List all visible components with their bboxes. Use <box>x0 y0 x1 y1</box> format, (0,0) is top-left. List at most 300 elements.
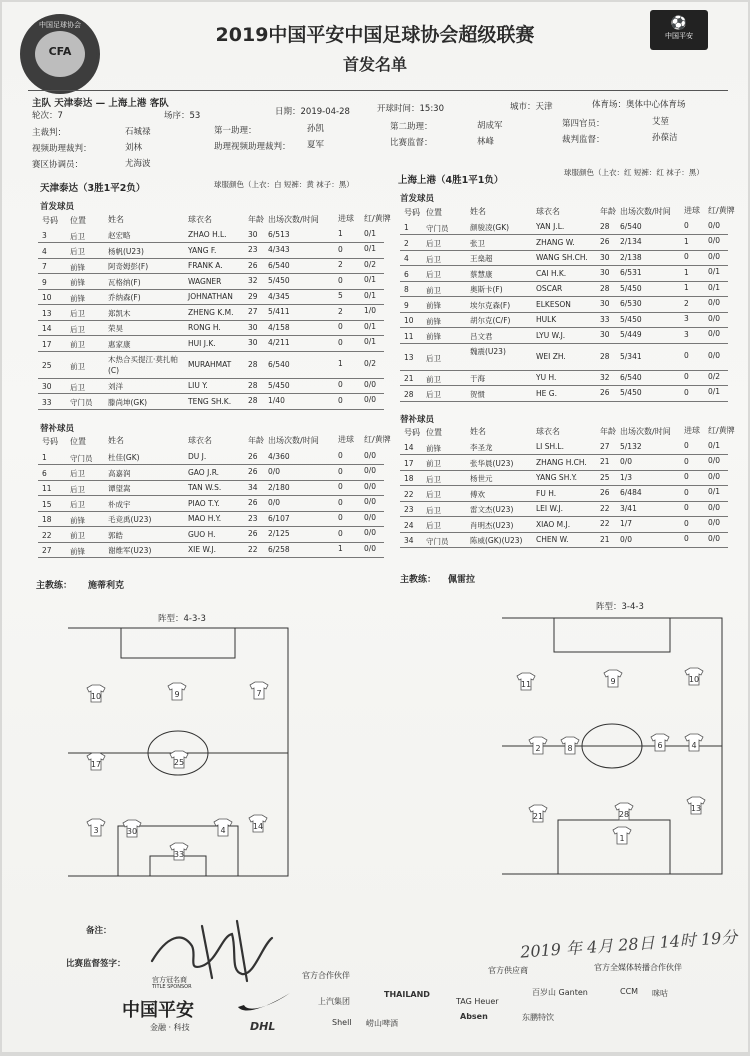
ping-an-logo: 中国平安 <box>122 1000 194 1021</box>
table-cell: 26 <box>600 488 610 498</box>
table-row-rule <box>400 385 728 386</box>
table-cell: 21 <box>600 457 610 467</box>
table-cell: 3/41 <box>620 503 637 513</box>
table-row-rule <box>38 526 384 527</box>
column-header: 号码 <box>404 428 420 437</box>
table-cell: 胡尔克(C/F) <box>470 316 511 326</box>
table-cell: 0/0 <box>364 450 377 460</box>
table-cell: 17 <box>404 458 414 468</box>
away-team-title: 上海上港（4胜1平1负） <box>398 175 504 186</box>
coordinator-name: 尤海波 <box>125 159 151 169</box>
player-shirt-icon <box>651 734 669 751</box>
table-cell: 后卫 <box>426 353 441 363</box>
table-cell: 0/1 <box>708 387 721 397</box>
table-cell: 0/0 <box>708 350 721 360</box>
table-cell: 守门员 <box>70 398 93 408</box>
table-cell: YANG F. <box>188 245 217 255</box>
column-header: 球衣名 <box>536 207 560 217</box>
table-cell: 张华晨(U23) <box>470 458 514 468</box>
table-cell: 0 <box>684 252 689 262</box>
player-shirt-icon <box>214 819 232 836</box>
away-coach-label: 主教练： <box>400 575 437 585</box>
table-row-rule <box>400 343 728 344</box>
page-subtitle: 首发名单 <box>342 55 407 74</box>
table-cell: 后卫 <box>426 521 441 531</box>
saic-logo: 上汽集团 <box>318 997 350 1006</box>
home-starting-label: 首发球员 <box>40 202 75 212</box>
table-cell: 0/0 <box>708 456 721 466</box>
table-cell: 后卫 <box>70 309 85 319</box>
table-cell: 乔纳森(F) <box>108 293 141 303</box>
avar-name: 夏军 <box>307 140 325 150</box>
table-cell: YU H. <box>536 373 557 383</box>
player-shirt-icon <box>87 819 105 836</box>
column-header: 位置 <box>426 207 442 217</box>
table-cell: 1 <box>338 544 343 554</box>
column-header: 位置 <box>70 215 86 225</box>
table-cell: 3 <box>684 329 689 339</box>
player-shirt-number: 7 <box>256 689 262 698</box>
table-cell: 4/211 <box>268 338 290 347</box>
table-cell: 0/0 <box>364 528 377 538</box>
coordinator-label: 赛区协调员： <box>32 160 84 170</box>
table-cell: 6/484 <box>620 488 642 497</box>
table-cell: 14 <box>404 443 414 452</box>
table-cell: WANG SH.CH. <box>536 253 588 263</box>
player-shirt-icon <box>615 803 633 820</box>
table-row-rule <box>400 281 728 282</box>
table-cell: 26 <box>248 529 258 539</box>
table-cell: 前锋 <box>70 262 85 272</box>
table-cell: 前锋 <box>426 301 441 311</box>
table-cell: WEI ZH. <box>536 352 566 362</box>
table-cell: 6 <box>404 269 409 279</box>
table-cell: 1/3 <box>620 472 633 482</box>
table-cell: 33 <box>42 397 52 407</box>
table-cell: 28 <box>600 351 610 361</box>
table-cell: 傅欢 <box>470 489 485 499</box>
title-sponsor-label: 官方冠名商 <box>152 976 187 984</box>
home-pitch-top-box <box>121 628 235 658</box>
home-team-title: 天津泰达（3胜1平2负） <box>40 183 146 194</box>
table-cell: 22 <box>248 544 258 554</box>
table-cell: 30 <box>248 229 258 239</box>
table-cell: 5/411 <box>268 307 290 316</box>
table-cell: ZHENG K.M. <box>188 307 234 317</box>
table-cell: 5/450 <box>268 380 290 390</box>
round-label: 轮次：7 <box>32 111 63 121</box>
table-cell: 守门员 <box>426 223 449 233</box>
table-cell: 22 <box>404 489 414 499</box>
table-cell: 30 <box>248 338 258 348</box>
table-cell: WAGNER <box>188 276 222 286</box>
table-cell: 2 <box>338 260 343 270</box>
column-header: 位置 <box>70 436 86 446</box>
table-cell: 30 <box>600 330 610 340</box>
cfa-logo-text: CFA <box>48 45 72 58</box>
table-cell: 9 <box>42 277 47 287</box>
table-cell: 前卫 <box>426 285 441 295</box>
table-cell: 2/138 <box>620 252 642 262</box>
table-cell: 后卫 <box>70 231 85 241</box>
table-cell: 3 <box>42 231 47 240</box>
column-header: 年龄 <box>248 435 264 445</box>
table-cell: 0/0 <box>364 497 377 507</box>
away-pitch-top-box <box>554 618 670 652</box>
fourth-official-label: 第四官员： <box>562 119 605 129</box>
table-cell: 4/345 <box>268 291 290 301</box>
column-header: 号码 <box>42 437 58 446</box>
table-cell: 1 <box>338 229 343 239</box>
table-cell: 3 <box>684 314 689 324</box>
table-cell: 雷文杰(U23) <box>470 505 514 515</box>
table-cell: 0/0 <box>708 251 721 261</box>
table-cell: 32 <box>248 276 258 286</box>
table-cell: 2 <box>684 298 689 308</box>
table-row-rule <box>38 335 384 336</box>
table-cell: 5 <box>338 291 343 301</box>
table-row-rule <box>400 250 728 251</box>
table-cell: ZHANG W. <box>536 237 575 247</box>
table-cell: 0/0 <box>708 502 721 512</box>
table-cell: 前卫 <box>70 340 85 350</box>
table-cell: 0/1 <box>364 321 377 331</box>
column-header: 红/黄牌 <box>708 205 735 215</box>
ar1-name: 孙凯 <box>307 124 325 134</box>
table-cell: 0/0 <box>708 298 721 308</box>
migu-logo: 咪咕 <box>652 989 668 998</box>
table-cell: 32 <box>600 372 610 382</box>
table-cell: 前锋 <box>426 316 441 326</box>
match-sheet <box>2 2 748 1052</box>
table-row-rule <box>400 485 728 486</box>
thailand-logo: THAILAND <box>384 990 430 999</box>
table-cell: 前卫 <box>70 531 85 541</box>
table-cell: 0 <box>684 472 689 482</box>
player-shirt-icon <box>87 685 105 702</box>
column-header: 球衣名 <box>188 436 212 446</box>
var-label: 视频助理裁判： <box>32 144 92 154</box>
table-cell: HULK <box>536 315 557 325</box>
column-header: 球衣名 <box>188 215 212 225</box>
column-header: 号码 <box>42 216 58 225</box>
table-cell: 28 <box>600 283 610 293</box>
table-cell: 0 <box>684 518 689 528</box>
table-cell: 0/0 <box>708 533 721 543</box>
table-cell: 前锋 <box>70 515 85 525</box>
table-cell: 5/450 <box>268 276 290 285</box>
table-row-rule <box>38 273 384 274</box>
column-header: 进球 <box>338 214 354 224</box>
away-starting-label: 首发球员 <box>400 194 435 204</box>
player-shirt-number: 10 <box>90 692 102 701</box>
table-row-rule <box>400 516 728 517</box>
table-cell: 蔡慧康 <box>470 269 493 279</box>
table-cell: ELKESON <box>536 299 571 309</box>
table-cell: 颜骏凌(GK) <box>470 223 510 233</box>
fourth-official-name: 艾堃 <box>652 117 670 127</box>
table-cell: 2/180 <box>268 482 290 492</box>
table-cell: 28 <box>248 359 258 369</box>
table-cell: 0/2 <box>708 371 721 381</box>
player-shirt-icon <box>685 668 703 685</box>
table-cell: 1 <box>684 283 689 293</box>
table-cell: 后卫 <box>426 490 441 500</box>
table-row-rule <box>38 351 384 352</box>
table-cell: 1 <box>684 267 689 277</box>
home-coach-name: 施蒂利克 <box>88 581 125 591</box>
player-shirt-number: 4 <box>220 826 226 835</box>
table-cell: 27 <box>600 441 610 451</box>
table-cell: FU H. <box>536 488 557 498</box>
table-cell: 前卫 <box>70 361 85 371</box>
table-cell: 0/2 <box>364 259 377 269</box>
table-cell: HUI J.K. <box>188 338 216 348</box>
table-cell: 木热合买提江·莫扎帕(C) <box>108 355 178 376</box>
table-cell: 前锋 <box>70 293 85 303</box>
table-cell: 28 <box>404 389 414 399</box>
table-cell: 30 <box>248 322 258 332</box>
table-cell: 0/0 <box>708 518 721 528</box>
table-row-rule <box>400 401 728 402</box>
table-cell: 0/0 <box>708 220 721 230</box>
table-row-rule <box>400 454 728 455</box>
table-cell: 5/450 <box>620 283 642 293</box>
away-pitch <box>500 616 724 876</box>
table-cell: 谭望嵩 <box>108 484 131 494</box>
table-cell: 0/1 <box>708 267 721 277</box>
table-cell: 30 <box>600 268 610 278</box>
table-cell: 34 <box>248 482 258 492</box>
table-cell: 26 <box>248 260 258 270</box>
table-cell: 0/1 <box>364 244 377 254</box>
table-row-rule <box>38 378 384 379</box>
table-cell: 贺惯 <box>470 389 485 399</box>
table-cell: 6/531 <box>620 268 642 277</box>
table-cell: 23 <box>248 513 258 523</box>
ping-an-tagline: 金融 · 科技 <box>150 1023 190 1032</box>
remark-label: 备注： <box>86 926 112 936</box>
table-cell: 6/258 <box>268 544 290 554</box>
table-cell: 18 <box>404 474 414 483</box>
column-header: 进球 <box>684 206 700 216</box>
player-shirt-icon <box>123 820 141 837</box>
table-cell: 25 <box>600 472 610 482</box>
table-cell: FRANK A. <box>188 261 223 271</box>
home-kit-colors: 球服颜色（上衣：白 短裤：黄 袜子：黑） <box>214 180 354 189</box>
table-cell: 吕文君 <box>470 331 493 341</box>
player-shirt-icon <box>250 682 268 699</box>
table-cell: 王燊超 <box>470 254 493 264</box>
table-cell: 谢维军(U23) <box>108 546 152 556</box>
table-cell: 26 <box>248 451 258 461</box>
away-pitch-penalty-box <box>558 820 670 874</box>
table-cell: 27 <box>248 307 258 317</box>
table-row-rule <box>400 296 728 297</box>
table-cell: 瓦格纳(F) <box>108 277 141 287</box>
home-formation: 阵型：4-3-3 <box>158 614 206 624</box>
table-cell: 6/540 <box>620 372 642 382</box>
table-cell: 28 <box>248 396 258 406</box>
ganten-logo: 百岁山 Ganten <box>532 988 588 997</box>
table-cell: 守门员 <box>70 453 93 463</box>
table-cell: 埃尔克森(F) <box>470 300 511 310</box>
table-cell: 22 <box>600 519 610 529</box>
table-cell: 0 <box>338 513 343 523</box>
player-shirt-icon <box>604 670 622 687</box>
column-header: 年龄 <box>248 214 264 224</box>
column-header: 姓名 <box>470 427 486 437</box>
column-header: 出场次数/时间 <box>620 426 671 436</box>
column-header: 进球 <box>338 435 354 445</box>
ar2-name: 胡成军 <box>477 121 503 131</box>
table-cell: 25 <box>42 361 52 370</box>
column-header: 号码 <box>404 208 420 217</box>
table-cell: PIAO T.Y. <box>188 498 220 508</box>
partners-label: 官方合作伙伴 <box>302 971 350 980</box>
table-cell: 前卫 <box>426 374 441 384</box>
table-cell: 后卫 <box>70 469 85 479</box>
table-cell: MAO H.Y. <box>188 514 222 524</box>
table-cell: 2/134 <box>620 237 642 246</box>
table-cell: 1/0 <box>364 306 377 316</box>
player-shirt-number: 1 <box>619 834 625 843</box>
player-shirt-icon <box>168 683 186 700</box>
player-shirt-icon <box>170 751 188 768</box>
table-cell: 5/449 <box>620 330 642 339</box>
table-cell: 22 <box>42 530 52 540</box>
table-cell: 2 <box>404 238 409 248</box>
table-cell: 0 <box>338 244 343 254</box>
column-header: 姓名 <box>470 207 486 217</box>
player-shirt-icon <box>613 827 631 844</box>
table-cell: GUO H. <box>188 529 216 539</box>
column-header: 出场次数/时间 <box>620 206 671 216</box>
tag-heuer-logo: TAG Heuer <box>456 997 499 1006</box>
table-cell: 0 <box>684 441 689 451</box>
table-cell: 杜佳(GK) <box>108 453 140 463</box>
table-cell: TENG SH.K. <box>188 396 232 406</box>
table-cell: 于海 <box>470 374 485 384</box>
table-cell: 23 <box>248 245 258 255</box>
ccm-logo: CCM <box>620 987 639 996</box>
table-cell: MURAHMAT <box>188 360 232 370</box>
table-cell: LEI W.J. <box>536 504 564 514</box>
table-cell: 28 <box>248 380 258 390</box>
player-shirt-number: 14 <box>252 822 264 831</box>
table-cell: RONG H. <box>188 323 221 333</box>
table-cell: 0/1 <box>708 487 721 497</box>
table-row-rule <box>400 547 728 548</box>
table-cell: 0/1 <box>708 282 721 292</box>
table-cell: 13 <box>42 308 52 318</box>
table-cell: ZHANG H.CH. <box>536 457 587 467</box>
table-cell: 7 <box>42 262 47 271</box>
table-cell: 后卫 <box>426 505 441 515</box>
table-cell: 5/450 <box>620 314 642 324</box>
player-shirt-number: 9 <box>610 677 616 686</box>
player-shirt-icon <box>529 805 547 822</box>
table-cell: 0 <box>338 466 343 476</box>
table-cell: HE G. <box>536 388 557 398</box>
table-row-rule <box>400 265 728 266</box>
table-cell: 后卫 <box>426 254 441 264</box>
table-row-rule <box>38 393 384 394</box>
table-cell: 0 <box>338 451 343 461</box>
column-header: 年龄 <box>600 206 616 216</box>
table-cell: 26 <box>600 388 610 398</box>
away-formation: 阵型：3-4-3 <box>596 602 644 612</box>
table-cell: 0/1 <box>364 290 377 300</box>
table-cell: 4 <box>42 246 47 256</box>
table-cell: 0/0 <box>364 512 377 522</box>
table-cell: 0/0 <box>708 471 721 481</box>
table-cell: 13 <box>404 353 414 362</box>
player-shirt-number: 30 <box>126 827 138 836</box>
shell-logo: Shell <box>332 1018 352 1027</box>
player-shirt-icon <box>685 734 703 751</box>
player-shirt-number: 3 <box>93 826 99 835</box>
home-subs-label: 替补球员 <box>40 424 75 434</box>
player-shirt-number: 8 <box>567 744 573 753</box>
table-cell: 17 <box>42 339 52 349</box>
match-number-label: 场序：53 <box>164 111 201 121</box>
player-shirt-number: 9 <box>174 690 180 699</box>
column-header: 出场次数/时间 <box>268 214 319 224</box>
supervisor-name: 林峰 <box>477 137 495 147</box>
table-row-rule <box>38 495 384 496</box>
table-cell: 26 <box>248 498 258 508</box>
table-cell: 0/0 <box>364 379 377 389</box>
table-row-rule <box>400 312 728 313</box>
table-row-rule <box>400 501 728 502</box>
player-shirt-icon <box>517 673 535 690</box>
table-cell: 5/341 <box>620 351 642 361</box>
table-cell: OSCAR <box>536 284 563 294</box>
table-cell: CAI H.K. <box>536 268 567 278</box>
table-cell: 郭皓 <box>108 530 123 540</box>
table-cell: 26 <box>248 467 258 477</box>
ar1-label: 第一助理： <box>214 126 257 136</box>
city-label: 城市：天津 <box>510 102 553 112</box>
kickoff-label: 开球时间：15:30 <box>377 104 444 114</box>
table-row-rule <box>400 470 728 471</box>
column-header: 红/黄牌 <box>364 213 391 223</box>
table-cell: 郑凯木 <box>108 308 131 318</box>
player-shirt-number: 28 <box>618 810 630 819</box>
table-cell: 34 <box>404 536 414 545</box>
table-cell: 0/1 <box>364 228 377 238</box>
avar-label: 助理视频助理裁判： <box>214 142 291 152</box>
table-cell: 30 <box>42 382 52 391</box>
table-cell: 6/530 <box>620 299 642 308</box>
table-cell: 惠家康 <box>108 339 131 349</box>
table-cell: 0 <box>684 456 689 466</box>
table-cell: 6/540 <box>268 359 290 369</box>
player-shirt-number: 33 <box>173 850 185 859</box>
table-cell: JOHNATHAN <box>188 292 233 302</box>
table-cell: 26 <box>600 237 610 247</box>
table-cell: YAN J.L. <box>536 222 565 232</box>
table-cell: 1/7 <box>620 519 633 528</box>
table-row-rule <box>38 258 384 259</box>
handwritten-date: 2019 年 4月 28日 14时 19分 <box>519 927 738 962</box>
player-shirt-icon <box>87 753 105 770</box>
table-cell: TAN W.S. <box>188 483 222 493</box>
table-cell: 4/360 <box>268 451 290 461</box>
cfa-logo-arc-text: 中国足球协会 <box>39 21 81 29</box>
table-cell: 肖明杰(U23) <box>470 520 514 530</box>
